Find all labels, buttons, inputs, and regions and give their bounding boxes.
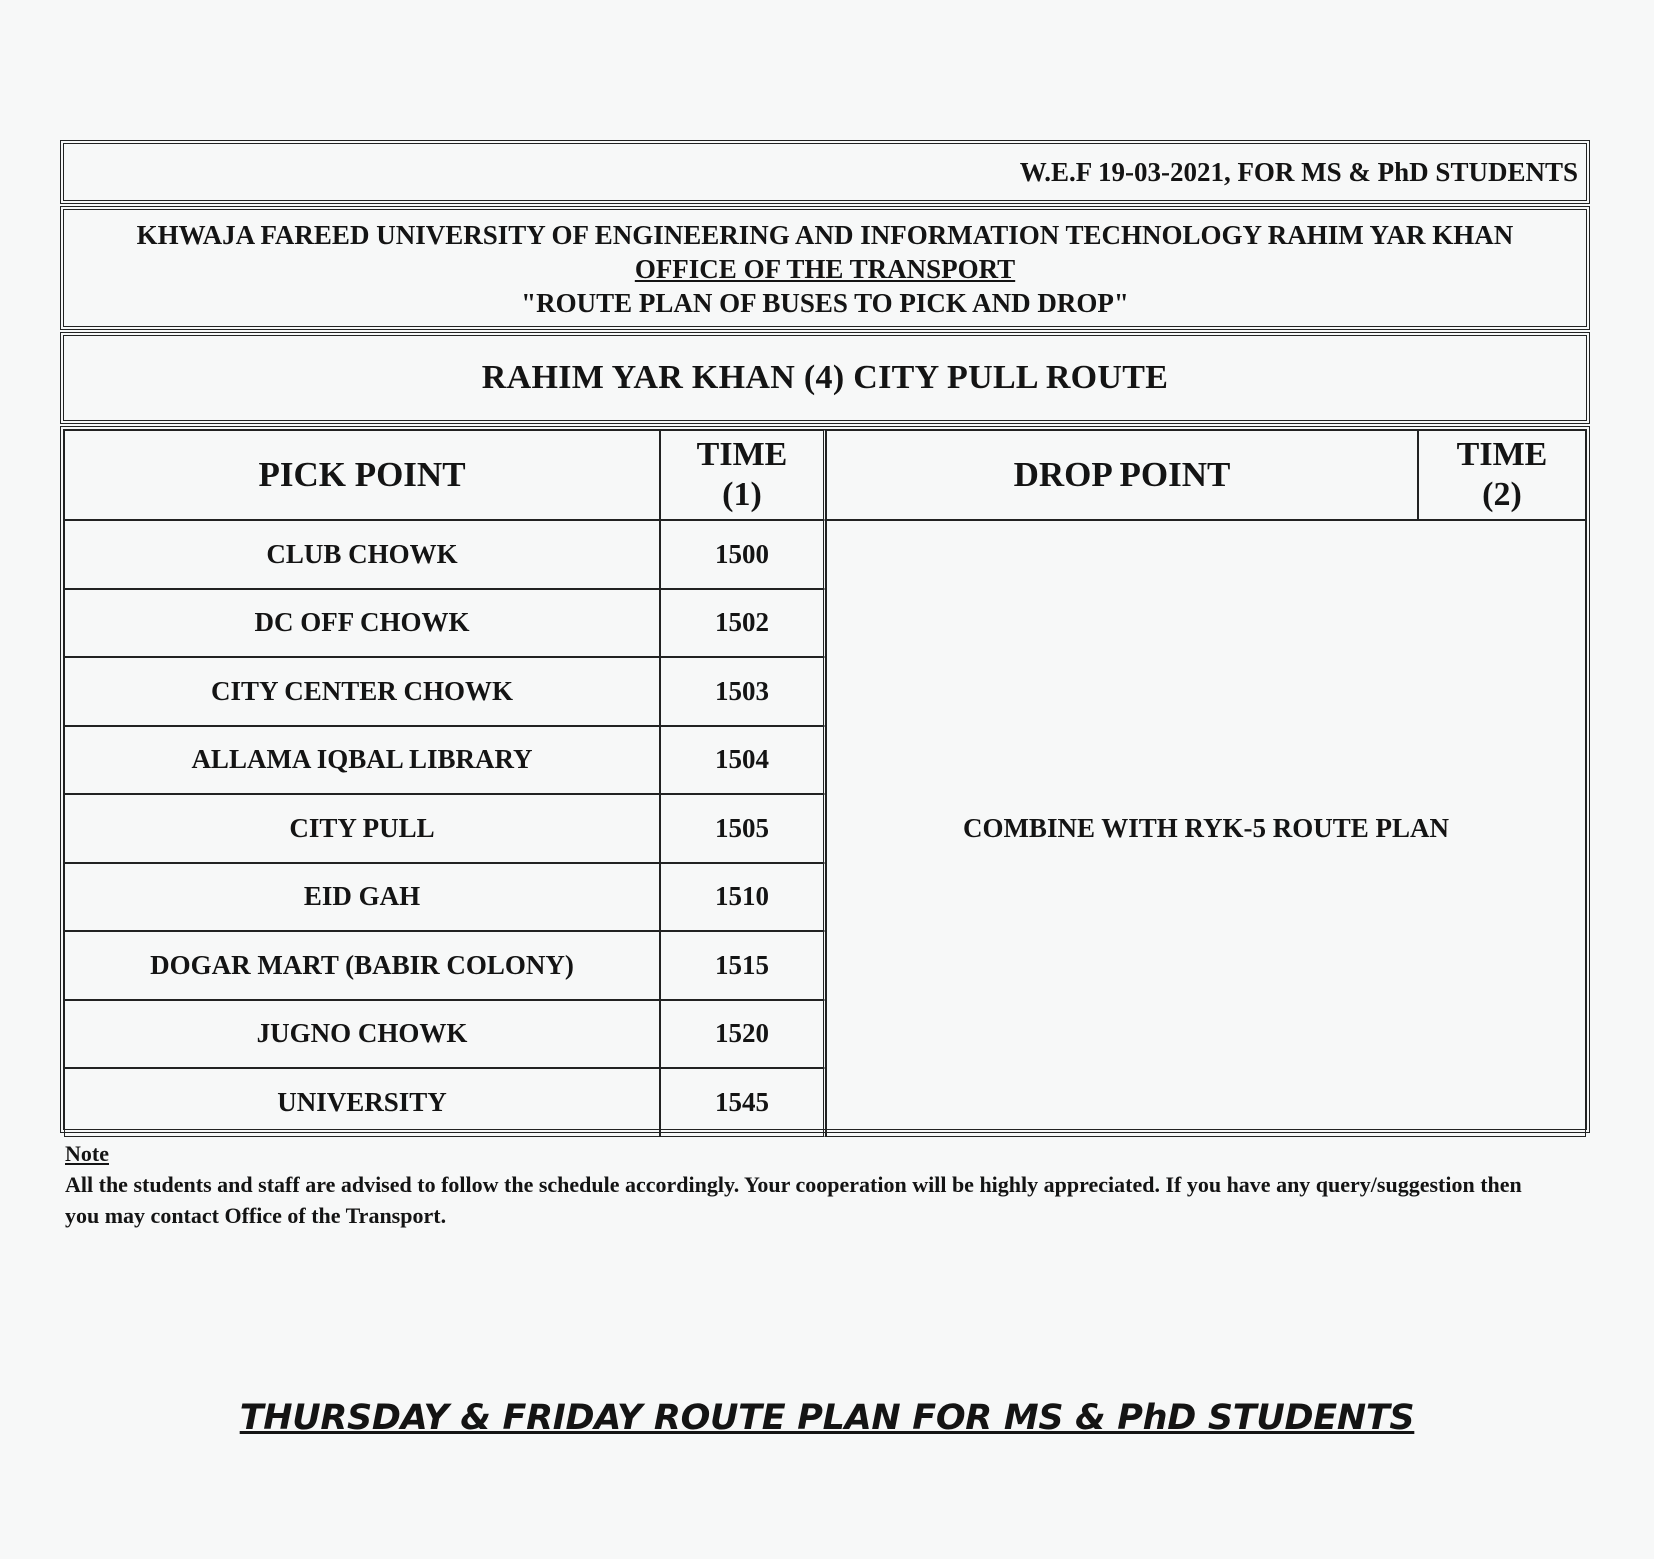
col-header-time-2 [1418,430,1586,520]
time2-number: (2) [1482,476,1522,513]
time-cell: 1502 [660,589,826,658]
col-header-time-1 [660,430,826,520]
time-cell: 1520 [660,1000,826,1069]
route-table [60,426,1590,1133]
time-cell: 1510 [660,863,826,932]
note-text: All the students and staff are advised to follow the schedule accordingly. Your cooperation will be highly appreciated. If you have any query/suggestion then you may contact Office of the Transport. [65,1172,1522,1228]
pick-point-cell: DC OFF CHOWK [64,589,660,658]
pick-point-cell: UNIVERSITY [64,1068,660,1137]
time-cell: 1505 [660,794,826,863]
wef-text: W.E.F 19-03-2021, FOR MS & PhD STUDENTS [1019,156,1578,187]
time-cell: 1545 [660,1068,826,1137]
wef-header [60,140,1590,204]
office-name: OFFICE OF THE TRANSPORT [634,254,1016,284]
col-header-pick-point: PICK POINT [64,430,660,520]
pick-point-cell: CITY PULL [64,794,660,863]
pick-point-cell: DOGAR MART (BABIR COLONY) [64,931,660,1000]
pick-point-cell: ALLAMA IQBAL LIBRARY [64,726,660,795]
pick-point-cell: CLUB CHOWK [64,520,660,589]
university-name: KHWAJA FAREED UNIVERSITY OF ENGINEERING AND INFORMATION TECHNOLOGY RAHIM YAR KHAN [136,220,1514,250]
route-name: RAHIM YAR KHAN (4) CITY PULL ROUTE [481,359,1169,396]
time2-label: TIME [1456,436,1548,473]
pick-point-cell: EID GAH [64,863,660,932]
plan-title: "ROUTE PLAN OF BUSES TO PICK AND DROP" [521,288,1129,318]
route-title-row [60,332,1590,424]
footer-title: THURSDAY & FRIDAY ROUTE PLAN FOR MS & PhD STUDENTS [239,1398,1415,1438]
organization-header [60,206,1590,330]
time1-label: TIME [696,436,788,473]
drop-point-merged-cell: COMBINE WITH RYK-5 ROUTE PLAN [826,520,1586,1137]
note-section [65,1138,1545,1231]
route-plan-sheet [60,140,1590,1133]
note-title: Note [65,1141,109,1166]
time-cell: 1504 [660,726,826,795]
time-cell: 1515 [660,931,826,1000]
time-cell: 1503 [660,657,826,726]
time1-number: (1) [722,476,762,513]
time-cell: 1500 [660,520,826,589]
col-header-drop-point: DROP POINT [826,430,1418,520]
pick-point-cell: JUGNO CHOWK [64,1000,660,1069]
pick-point-cell: CITY CENTER CHOWK [64,657,660,726]
